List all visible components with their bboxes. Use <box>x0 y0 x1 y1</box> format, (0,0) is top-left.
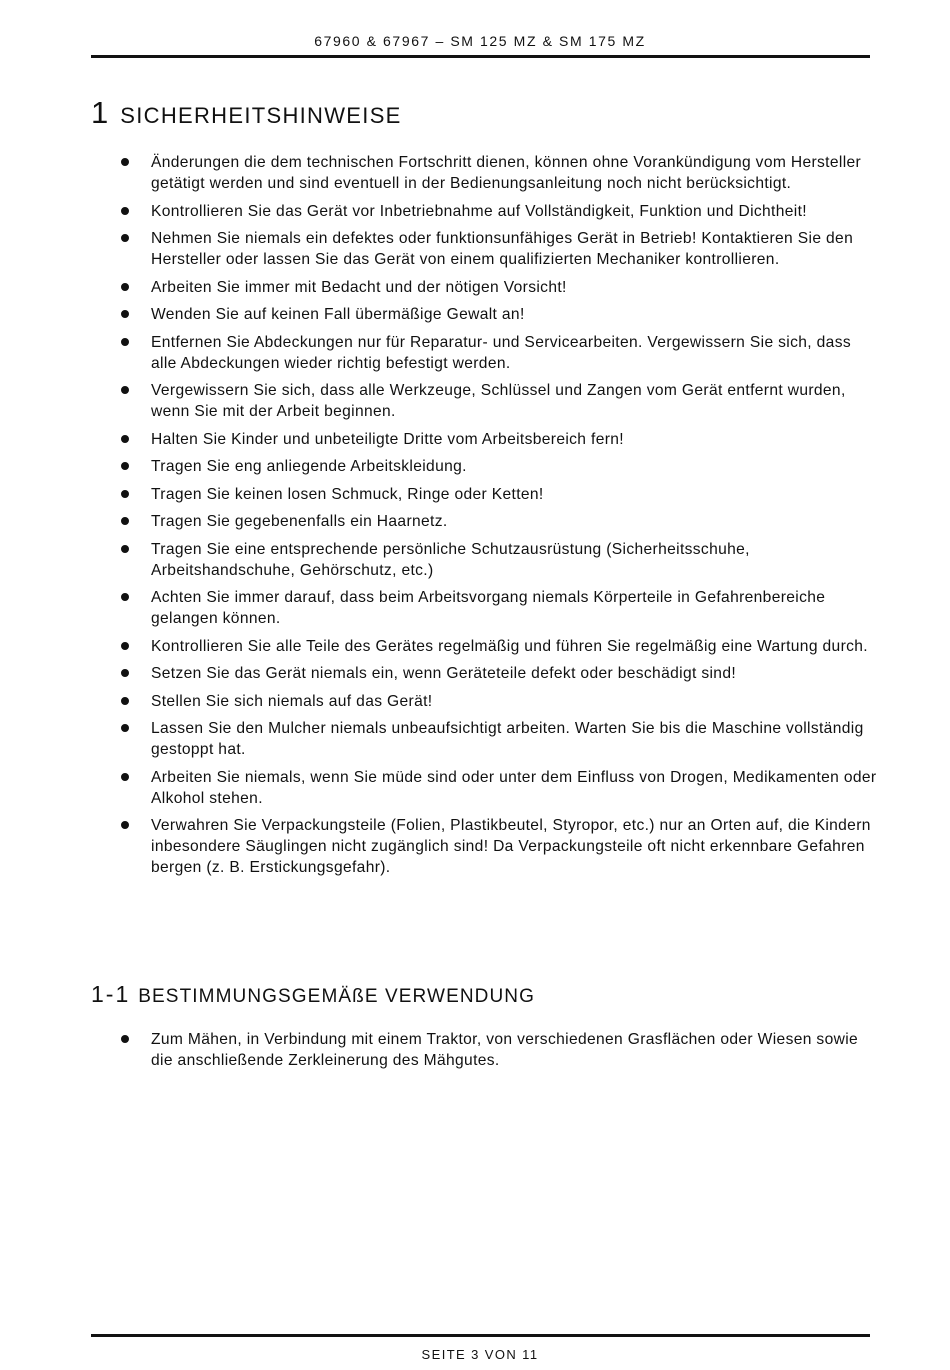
list-item-text: Arbeiten Sie immer mit Bedacht und der nötigen Vorsicht! <box>151 278 567 296</box>
subsection-heading <box>91 983 535 1007</box>
list-item <box>91 201 881 222</box>
list-item-text: Halten Sie Kinder und unbeteiligte Dritte vom Arbeitsbereich fern! <box>151 430 624 448</box>
list-item-text: Nehmen Sie niemals ein defektes oder funktionsunfähiges Gerät in Betrieb! Kontaktieren Sie den Hersteller oder lassen Sie das Gerät von einem qualifizierten Mechaniker kontrollieren. <box>151 230 854 268</box>
document-header: 67960 & 67967 – SM 125 MZ & SM 175 MZ <box>314 33 646 49</box>
bullet-icon <box>121 669 129 677</box>
list-item <box>91 511 881 532</box>
list-item <box>91 484 881 505</box>
section-number: 1 <box>91 95 109 130</box>
list-item <box>91 152 881 194</box>
list-item-text: Tragen Sie eng anliegende Arbeitskleidung. <box>151 458 467 475</box>
bullet-icon <box>121 158 129 166</box>
bullet-icon <box>121 821 129 829</box>
bullet-icon <box>121 773 129 781</box>
bullet-icon <box>121 642 129 650</box>
list-item <box>91 456 881 477</box>
list-item-text: Vergewissern Sie sich, dass alle Werkzeuge, Schlüssel und Zangen vom Gerät entfernt wurden, wenn Sie mit der Arbeit beginnen. <box>151 382 846 420</box>
bullet-icon <box>121 283 129 291</box>
bullet-icon <box>121 1035 129 1043</box>
bullet-icon <box>121 697 129 705</box>
list-item <box>91 691 881 712</box>
page-number: SEITE 3 VON 11 <box>421 1347 539 1362</box>
list-item-text: Verwahren Sie Verpackungsteile (Folien, Plastikbeutel, Styropor, etc.) nur an Orten auf, die Kindern inbesondere Säuglingen nicht zugänglich sind! Da Verpackungsteile oft nicht erkennbare Gefahren bergen (z. B. Erstickungsgefahr). <box>151 817 871 876</box>
bullet-icon <box>121 207 129 215</box>
list-item-text: Entfernen Sie Abdeckungen nur für Reparatur- und Servicearbeiten. Vergewissern Sie sich, dass alle Abdeckungen wieder richtig befestigt werden. <box>151 333 851 372</box>
list-item-text: Kontrollieren Sie alle Teile des Gerätes regelmäßig und führen Sie regelmäßig eine Wartung durch. <box>151 637 868 655</box>
list-item-text: Stellen Sie sich niemals auf das Gerät! <box>151 692 433 710</box>
safety-instructions-list <box>91 152 881 885</box>
bullet-icon <box>121 386 129 394</box>
list-item <box>91 228 881 270</box>
bullet-icon <box>121 234 129 242</box>
subsection-title: BESTIMMUNGSGEMÄßE VERWENDUNG <box>138 986 536 1007</box>
footer-divider <box>91 1334 870 1337</box>
list-item <box>91 332 881 374</box>
list-item-text: Tragen Sie gegebenenfalls ein Haarnetz. <box>151 513 448 530</box>
subsection-number: 1-1 <box>91 981 131 1007</box>
list-item <box>91 663 881 684</box>
bullet-icon <box>121 724 129 732</box>
list-item-text: Änderungen die dem technischen Fortschritt dienen, können ohne Vorankündigung vom Hersteller getätigt werden und sind eventuell in der Bedienungsanleitung noch nicht berücksichtigt. <box>151 154 862 192</box>
section-title: SICHERHEITSHINWEISE <box>120 103 402 128</box>
section-heading <box>91 96 402 128</box>
bullet-icon <box>121 338 129 346</box>
list-item-text: Tragen Sie eine entsprechende persönliche Schutzausrüstung (Sicherheitsschuhe, Arbeitshandschuhe, Gehörschutz, etc.) <box>151 540 750 579</box>
list-item <box>91 380 881 422</box>
list-item-text: Achten Sie immer darauf, dass beim Arbeitsvorgang niemals Körperteile in Gefahrenbereiche gelangen können. <box>151 589 826 627</box>
list-item <box>91 718 881 760</box>
list-item-text: Wenden Sie auf keinen Fall übermäßige Gewalt an! <box>151 306 525 323</box>
bullet-icon <box>121 490 129 498</box>
list-item <box>91 1029 881 1071</box>
list-item <box>91 304 881 325</box>
bullet-icon <box>121 545 129 553</box>
intended-use-list <box>91 1029 881 1078</box>
bullet-icon <box>121 462 129 470</box>
list-item <box>91 587 881 629</box>
list-item <box>91 539 881 581</box>
list-item-text: Setzen Sie das Gerät niemals ein, wenn Geräteteile defekt oder beschädigt sind! <box>151 665 737 682</box>
list-item-text: Arbeiten Sie niemals, wenn Sie müde sind oder unter dem Einfluss von Drogen, Medikamenten oder Alkohol stehen. <box>151 768 877 807</box>
list-item-text: Zum Mähen, in Verbindung mit einem Traktor, von verschiedenen Grasflächen oder Wiesen sowie die anschließende Zerkleinerung des Mähgutes. <box>151 1031 859 1069</box>
list-item <box>91 815 881 878</box>
bullet-icon <box>121 435 129 443</box>
header-divider <box>91 55 870 58</box>
bullet-icon <box>121 517 129 525</box>
bullet-icon <box>121 310 129 318</box>
list-item-text: Kontrollieren Sie das Gerät vor Inbetriebnahme auf Vollständigkeit, Funktion und Dichtheit! <box>151 202 807 220</box>
list-item-text: Lassen Sie den Mulcher niemals unbeaufsichtigt arbeiten. Warten Sie bis die Maschine vollständig gestoppt hat. <box>151 720 864 758</box>
list-item <box>91 429 881 450</box>
list-item-text: Tragen Sie keinen losen Schmuck, Ringe oder Ketten! <box>151 485 544 503</box>
list-item <box>91 767 881 809</box>
list-item <box>91 277 881 298</box>
bullet-icon <box>121 593 129 601</box>
list-item <box>91 636 881 657</box>
